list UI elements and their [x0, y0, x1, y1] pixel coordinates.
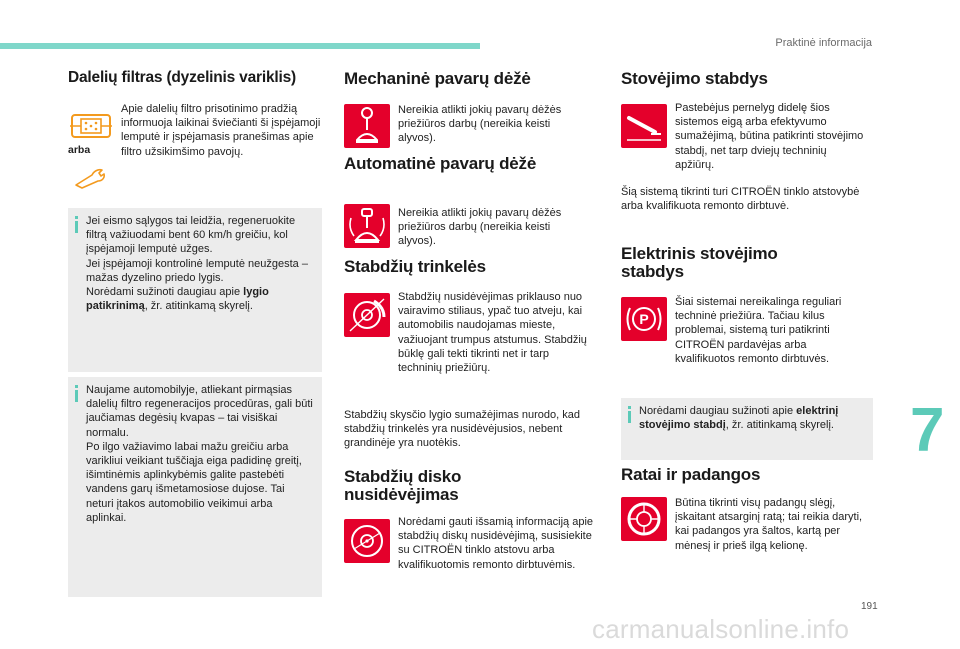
electric-parking-brake-link: elektrinį stovėjimo stabdį — [639, 405, 839, 432]
or-label: arba — [68, 144, 91, 156]
parking-brake-lever-icon — [621, 104, 667, 148]
particle-filter-title: Dalelių filtras (dyzelinis variklis) — [68, 69, 296, 86]
level-check-link: lygio patikrinimą — [86, 286, 269, 313]
tyre-icon — [621, 497, 667, 541]
brake-disc-title: Stabdžių disko nusidėvėjimas — [344, 467, 462, 504]
parking-brake-text: Pastebėjus pernelyg didelę šios sistemos eigą arba efektyvumo sumažėjimą, būtina patikrinti stovėjimo stabdį, net tarp dviejų techninių apžiūrų. — [675, 102, 864, 171]
wheels-tyres-title: Ratai ir padangos — [621, 465, 761, 484]
regeneration-note-text — [86, 214, 314, 313]
automatic-gearbox-title: Automatinė pavarų dėžė — [344, 154, 537, 173]
regeneration-note-tail: , žr. atitinkamą skyrelį. — [144, 300, 253, 313]
electric-parking-brake-note — [621, 398, 873, 460]
particle-filter-intro: Apie dalelių filtro prisotinimo pradžią informuoja laikinai šviečianti ši įspėjamoji lemputė ir įspėjamasis pranešimas apie filtro užsikimšimo pavojų. — [121, 103, 321, 158]
brake-fluid-text: Stabdžių skysčio lygio sumažėjimas nurodo, kad stabdžių trinkelės yra nusidėvėjusios, nebent grandinėje yra nuotėkis. — [344, 409, 581, 450]
brake-disc-icon — [344, 519, 390, 563]
regeneration-note-body: Jei eismo sąlygos tai leidžia, regeneruokite filtrą važiuodami bent 60 km/h greičiu, kol įspėjamoji lemputė užges. Jei įspėjamoji kontrolinė lemputė neužgesta – mažas dyzelino priedo lygis. Norėdami sužinoti daugiau apie — [86, 215, 308, 299]
info-icon — [75, 385, 78, 402]
wheels-tyres-text: Būtina tikrinti visų padangų slėgį, įskaitant atsarginį ratą; tai reikia daryti, kai padangos yra šaltos, kartą per mėnesį ir prieš ilgą kelionę. — [675, 497, 863, 552]
page-number: 191 — [861, 601, 878, 612]
wrench-warning-icon — [72, 165, 112, 189]
parking-brake-text-2: Šią sistemą tikrinti turi CITROËN tinklo atstovybė arba kvalifikuota remonto dirbtuvė. — [621, 186, 860, 213]
automatic-gearbox-icon — [344, 204, 390, 248]
chapter-number: 7 — [910, 396, 945, 465]
header-accent-bar — [0, 43, 480, 49]
brake-disc-text: Norėdami gauti išsamią informaciją apie stabdžių diskų nusidėvėjimą, susisiekite su CITROËN tinklo atstovu arba kvalifikuotomis remonto dirbtuvėmis. — [398, 516, 594, 571]
electric-parking-brake-note-text — [639, 404, 865, 432]
brake-pad-icon — [344, 293, 390, 337]
new-vehicle-note — [68, 377, 322, 597]
electric-parking-brake-text: Šiai sistemai nereikalinga reguliari techninė priežiūra. Tačiau kilus problemai, sistemą turi patikrinti CITROËN pardavėjas arba kvalifikuotos remonto dirbtuvės. — [675, 296, 842, 365]
manual-gearbox-icon — [344, 104, 390, 148]
automatic-gearbox-text: Nereikia atlikti jokių pavarų dėžės priežiūros darbų (nereikia keisti alyvos). — [398, 207, 562, 248]
watermark: carmanualsonline.info — [592, 614, 850, 644]
info-icon — [75, 216, 78, 233]
manual-gearbox-title: Mechaninė pavarų dėžė — [344, 69, 531, 88]
new-vehicle-note-text: Naujame automobilyje, atliekant pirmąsias dalelių filtro regeneracijos procedūras, gali būti jaučiamas degėsių kvapas – tai visiškai normalu. Po ilgo važiavimo labai mažu greičiu arba varikliui veikiant tuščiąja eiga padidinę greitį, išimtinėmis aplinkybėmis galite pastebėti vandens garų išmetamosiose dujose. Tai neturi įtakos automobilio veikimui arba aplinkai. — [86, 384, 313, 524]
epb-note-tail: , žr. atitinkamą skyrelį. — [725, 419, 834, 432]
parking-brake-title: Stovėjimo stabdys — [621, 69, 768, 88]
particle-filter-warning-icon — [70, 113, 112, 139]
manual-gearbox-text: Nereikia atlikti jokių pavarų dėžės priežiūros darbų (nereikia keisti alyvos). — [398, 104, 562, 145]
section-name: Praktinė informacija — [775, 37, 872, 49]
regeneration-note — [68, 208, 322, 372]
svg-text:P: P — [639, 311, 649, 327]
brake-pads-text: Stabdžių nusidėvėjimas priklauso nuo vairavimo stiliaus, ypač tuo atveju, kai automobilis naudojamas mieste, važiuojant trumpus atstumus. Stabdžių būklę gali tekti tikrinti net ir tarp techninių priežiūrų. — [398, 291, 587, 375]
electric-parking-brake-icon — [621, 297, 667, 341]
electric-parking-brake-title: Elektrinis stovėjimo stabdys — [621, 244, 778, 281]
info-icon — [628, 406, 631, 423]
epb-note-body: Norėdami daugiau sužinoti apie — [639, 405, 797, 417]
brake-pads-title: Stabdžių trinkelės — [344, 257, 486, 276]
